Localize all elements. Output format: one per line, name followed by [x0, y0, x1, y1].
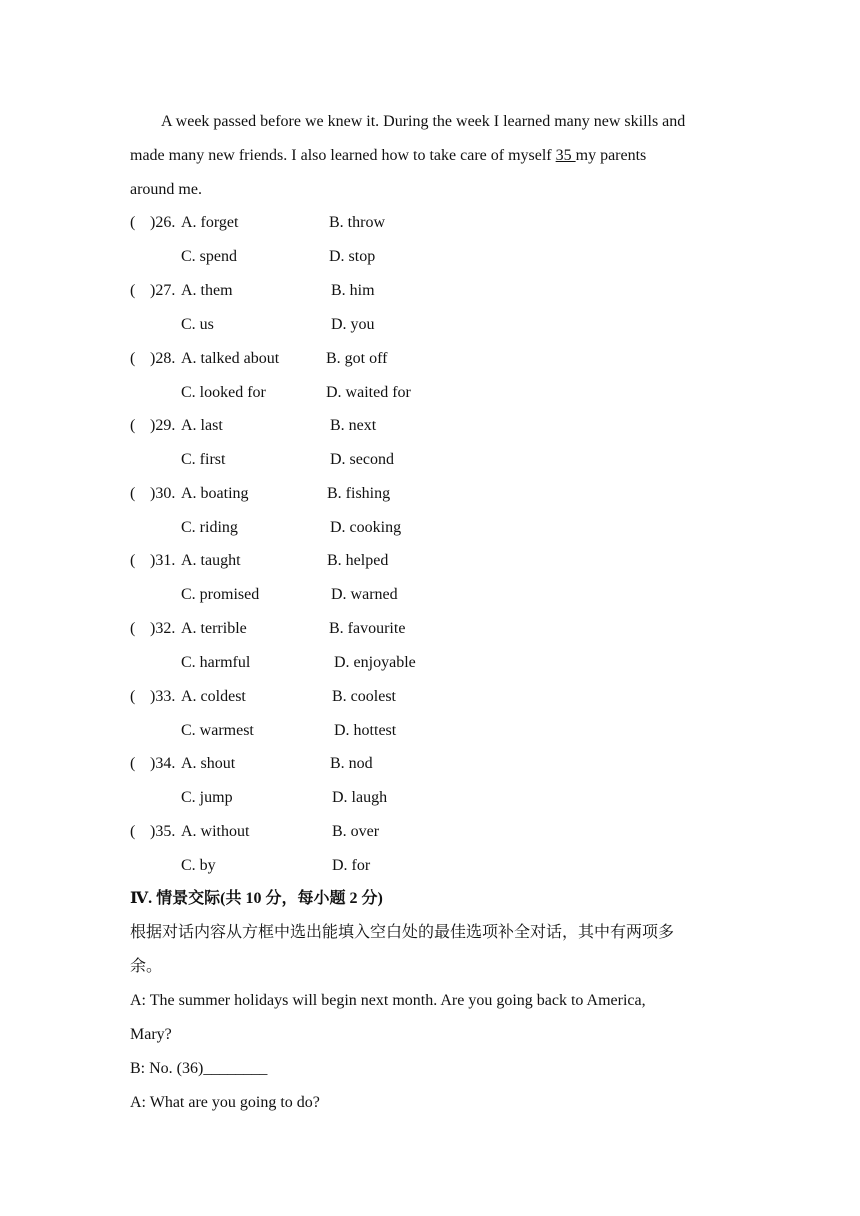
- option-a: A. terrible: [181, 620, 247, 637]
- option-c: C. riding: [181, 519, 238, 536]
- section-instruction-line-1: 根据对话内容从方框中选出能填入空白处的最佳选项补全对话，其中有两项多: [130, 924, 675, 941]
- answer-paren[interactable]: (: [130, 688, 136, 705]
- answer-paren[interactable]: (: [130, 485, 136, 502]
- option-c: C. spend: [181, 248, 237, 265]
- option-d: D. warned: [331, 586, 398, 603]
- answer-paren[interactable]: (: [130, 214, 136, 231]
- blank-35: 35: [555, 147, 576, 164]
- option-d: D. you: [331, 316, 375, 333]
- option-c: C. by: [181, 857, 216, 874]
- option-d: D. second: [330, 451, 394, 468]
- option-b: B. favourite: [329, 620, 406, 637]
- dialogue-line-2: Mary?: [130, 1026, 172, 1043]
- question-number: )26.: [150, 214, 176, 231]
- option-b: B. throw: [329, 214, 385, 231]
- option-d: D. hottest: [334, 722, 397, 739]
- option-a: A. talked about: [181, 350, 280, 367]
- option-c: C. us: [181, 316, 214, 333]
- option-b: B. him: [331, 282, 375, 299]
- option-c: C. looked for: [181, 384, 266, 401]
- question-number: )30.: [150, 485, 176, 502]
- option-d: D. stop: [329, 248, 376, 265]
- option-b: B. coolest: [332, 688, 396, 705]
- option-b: B. nod: [330, 755, 373, 772]
- answer-paren[interactable]: (: [130, 350, 136, 367]
- option-b: B. got off: [326, 350, 388, 367]
- answer-paren[interactable]: (: [130, 552, 136, 569]
- question-number: )32.: [150, 620, 176, 637]
- question-number: )29.: [150, 417, 176, 434]
- option-d: D. waited for: [326, 384, 411, 401]
- answer-paren[interactable]: (: [130, 755, 136, 772]
- option-a: A. last: [181, 417, 223, 434]
- option-d: D. cooking: [330, 519, 402, 536]
- option-a: A. forget: [181, 214, 239, 231]
- option-c: C. first: [181, 451, 226, 468]
- option-a: A. without: [181, 823, 250, 840]
- question-number: )28.: [150, 350, 176, 367]
- passage-line-1: A week passed before we knew it. During the week I learned many new skills and: [161, 113, 686, 130]
- question-number: )27.: [150, 282, 176, 299]
- option-c: C. jump: [181, 789, 233, 806]
- question-number: )31.: [150, 552, 176, 569]
- answer-paren[interactable]: (: [130, 282, 136, 299]
- option-c: C. harmful: [181, 654, 251, 671]
- answer-paren[interactable]: (: [130, 620, 136, 637]
- question-number: )33.: [150, 688, 176, 705]
- section-heading: Ⅳ. 情景交际(共 10 分，每小题 2 分): [130, 890, 383, 907]
- option-b: B. fishing: [327, 485, 391, 502]
- section-instruction-line-2: 余。: [130, 958, 163, 975]
- question-number: )34.: [150, 755, 176, 772]
- passage-line-2-text: made many new friends. I also learned how to take care of myself: [130, 147, 556, 164]
- option-c: C. warmest: [181, 722, 254, 739]
- option-b: B. helped: [327, 552, 389, 569]
- option-a: A. taught: [181, 552, 241, 569]
- passage-line-3: around me.: [130, 181, 202, 198]
- option-a: A. coldest: [181, 688, 246, 705]
- passage-line-2-end: my parents: [575, 147, 647, 164]
- dialogue-line-3: B: No. (36)________: [130, 1060, 268, 1077]
- option-d: D. enjoyable: [334, 654, 416, 671]
- answer-paren[interactable]: (: [130, 823, 136, 840]
- option-c: C. promised: [181, 586, 260, 603]
- option-b: B. over: [332, 823, 380, 840]
- answer-paren[interactable]: (: [130, 417, 136, 434]
- option-a: A. boating: [181, 485, 249, 502]
- option-a: A. shout: [181, 755, 236, 772]
- question-number: )35.: [150, 823, 176, 840]
- dialogue-line-4: A: What are you going to do?: [130, 1094, 320, 1111]
- option-a: A. them: [181, 282, 233, 299]
- passage-line-2: [130, 146, 646, 166]
- option-b: B. next: [330, 417, 377, 434]
- dialogue-line-1: A: The summer holidays will begin next month. Are you going back to America,: [130, 992, 646, 1009]
- option-d: D. for: [332, 857, 371, 874]
- option-d: D. laugh: [332, 789, 388, 806]
